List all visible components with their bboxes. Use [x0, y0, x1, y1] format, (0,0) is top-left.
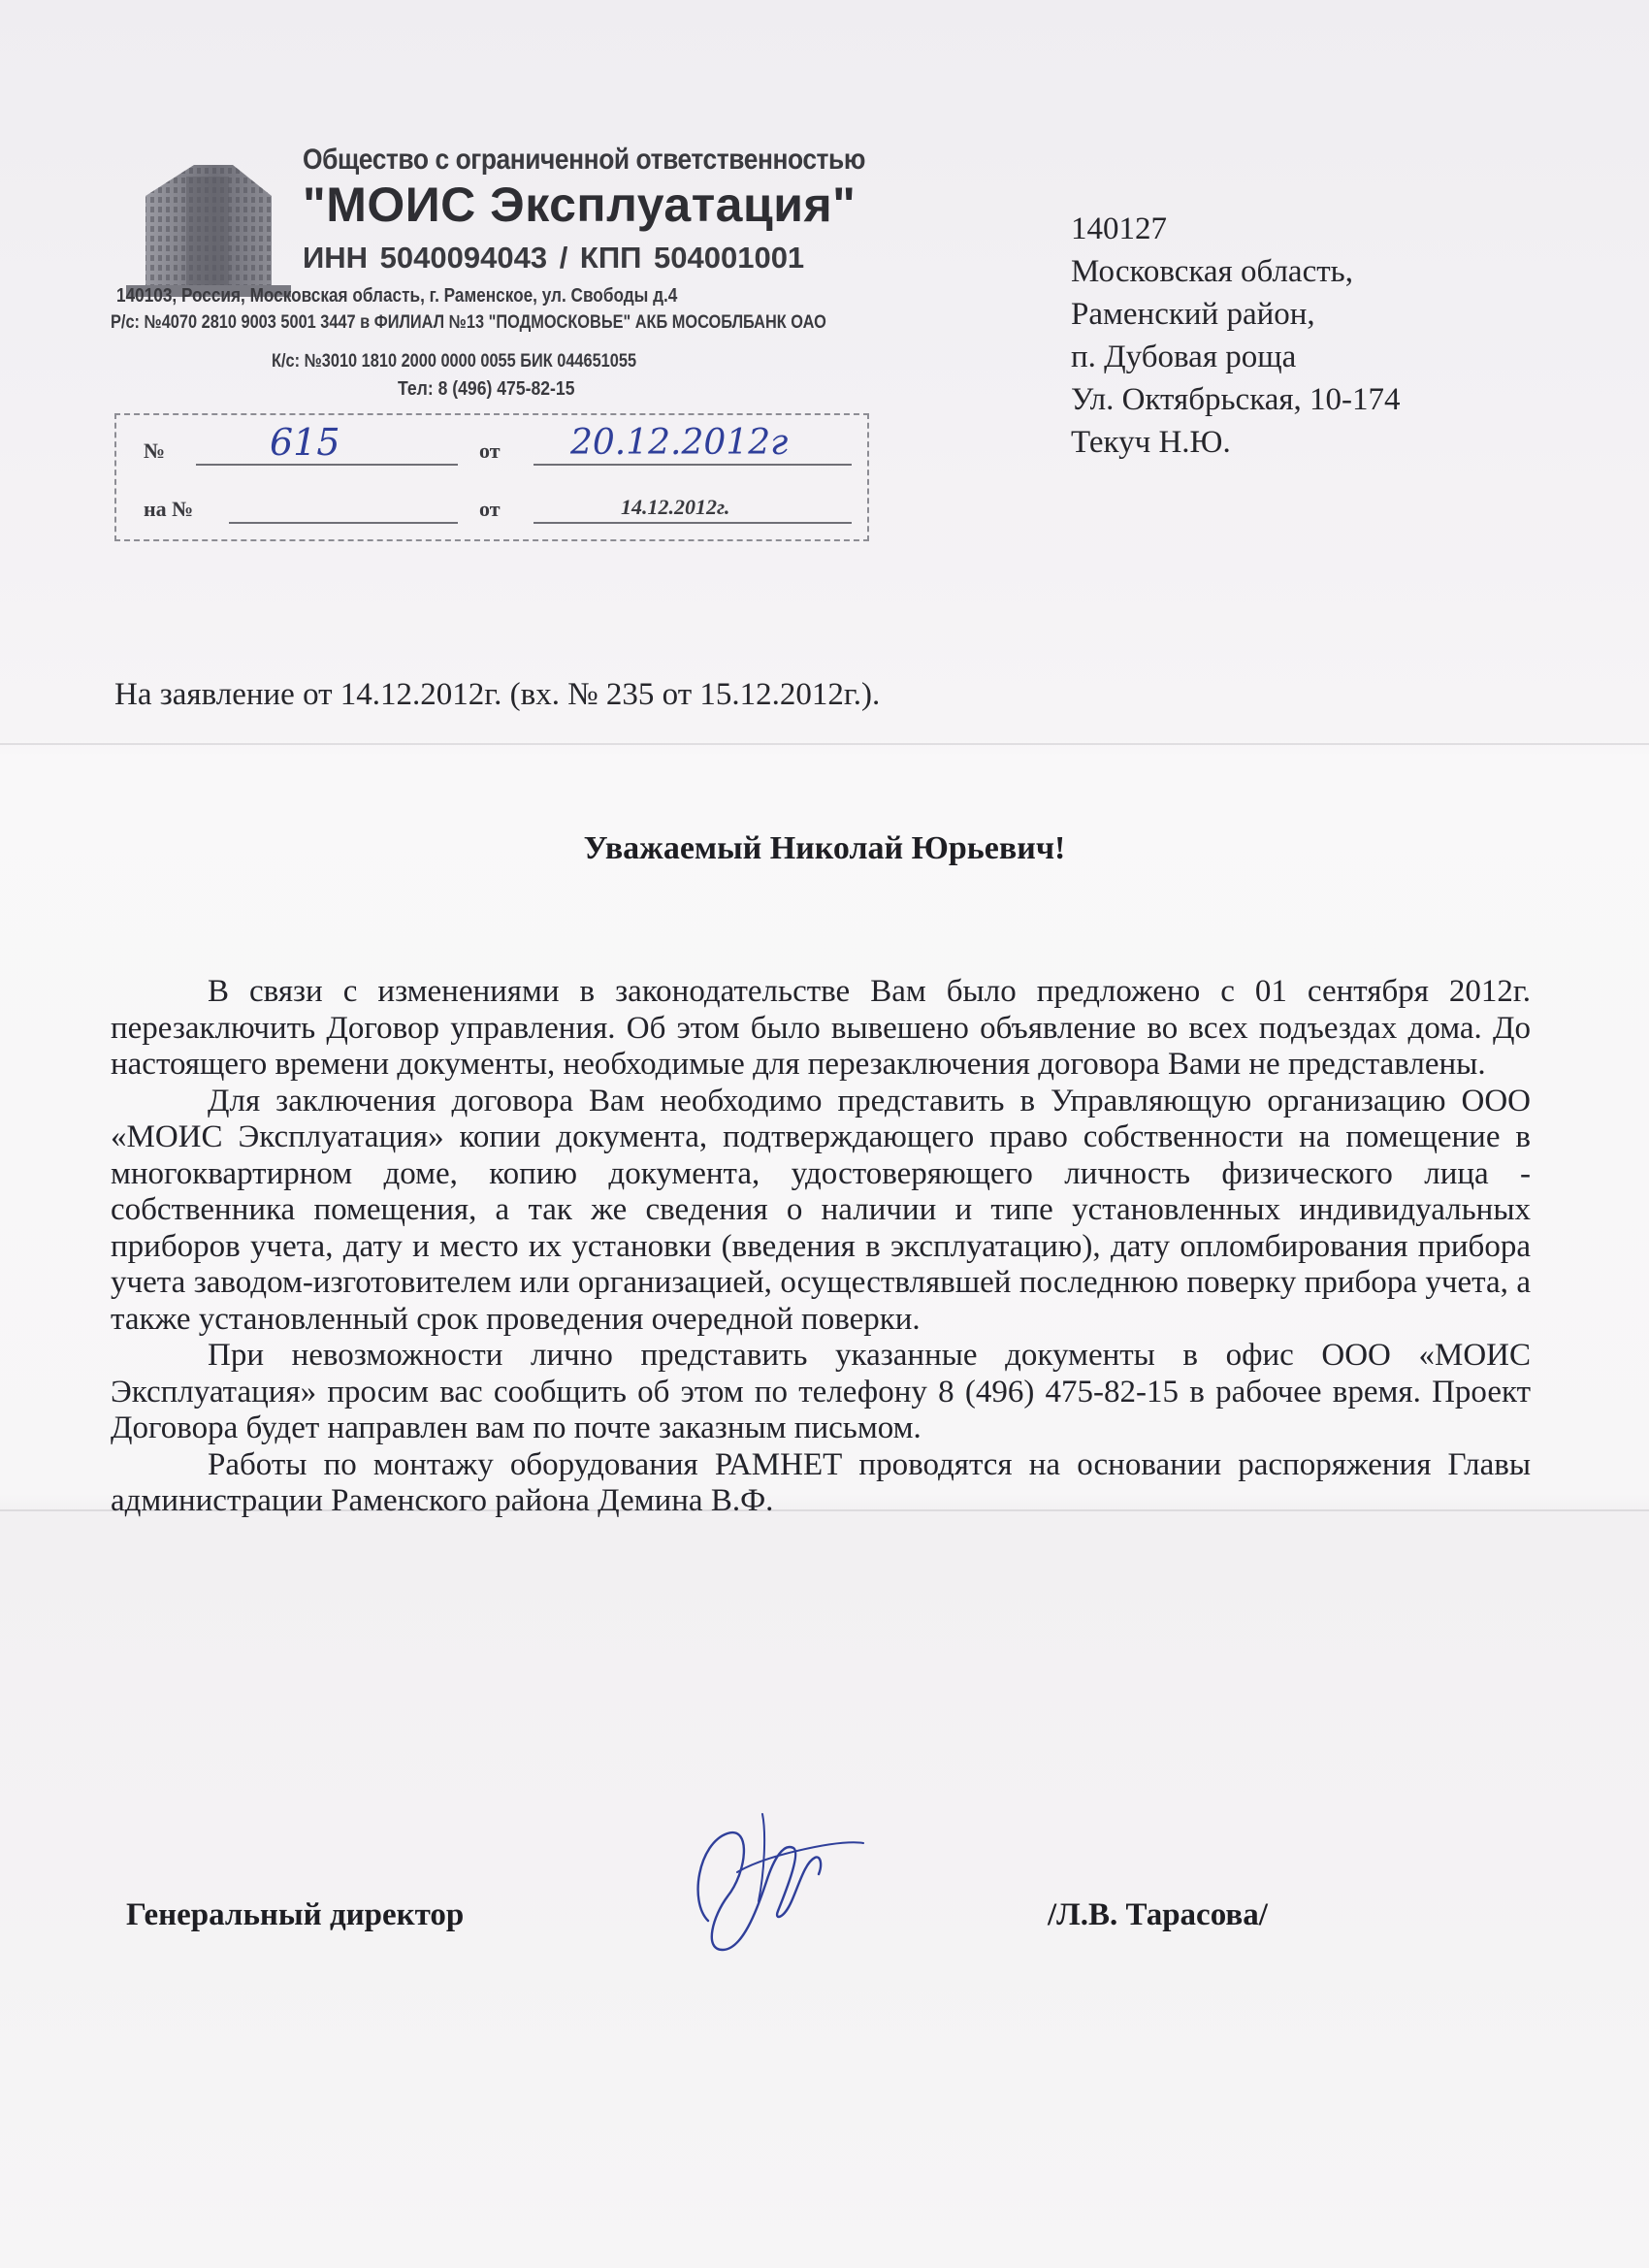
body-paragraph-4: Работы по монтажу оборудования РАМНЕТ проводятся на основании распоряжения Главы администрации Раменского района Демина В.Ф.: [111, 1446, 1531, 1518]
ref-date-line: [534, 522, 852, 524]
recipient-name: Текуч Н.Ю.: [1071, 425, 1231, 460]
body-paragraph-2: Для заключения договора Вам необходимо представить в Управляющую организацию ООО «МОИС Эксплуатация» копии документа, подтверждающего право собственности на помещение в многоквартирном доме, копию документа, удостоверяющего личность физического лица - собственника помещения, а так же сведения о наличии и типе установленных индивидуальных приборов учета, дату и место их установки (введения в эксплуатацию), дату опломбирования прибора учета заводом-изготовителем или организацией, осуществлявшей последнюю поверку прибора учета, а также установленный срок проведения очередной поверки.: [111, 1083, 1531, 1337]
inn-kpp: ИНН 5040094043 / КПП 504001001: [303, 241, 805, 275]
number-label: №: [144, 438, 166, 463]
ref-date-value: 14.12.2012г.: [621, 495, 730, 519]
ref-date-label: от: [479, 497, 501, 521]
recipient-settlement: п. Дубовая роща: [1071, 340, 1297, 374]
org-address: 140103, Россия, Московская область, г. Раменское, ул. Свободы д.4: [116, 285, 678, 307]
recipient-street: Ул. Октябрьская, 10-174: [1071, 382, 1401, 417]
reference-line: На заявление от 14.12.2012г. (вх. № 235 от 15.12.2012г.).: [114, 677, 881, 712]
ref-number-label: на №: [144, 497, 194, 521]
building-logo-icon: [126, 157, 291, 303]
salutation: Уважаемый Николай Юрьевич!: [583, 830, 1066, 866]
bank-account: Р/с: №4070 2810 9003 5001 3447 в ФИЛИАЛ №13 "ПОДМОСКОВЬЕ" АКБ МОСОБЛБАНК ОАО: [111, 312, 826, 333]
recipient-region: Московская область,: [1071, 254, 1353, 289]
letterhead: [111, 136, 883, 417]
number-line: [196, 464, 458, 466]
signatory-title: Генеральный директор: [126, 1897, 465, 1932]
org-type: Общество с ограниченной ответственностью: [303, 144, 865, 176]
number-value: 615: [270, 421, 340, 464]
date-value: 20.12.2012г: [570, 423, 789, 463]
registration-box: [114, 413, 869, 541]
recipient-district: Раменский район,: [1071, 297, 1315, 332]
fold-line-top: [0, 743, 1649, 745]
body-paragraph-1: В связи с изменениями в законодательстве Вам было предложено с 01 сентября 2012г. перезаключить Договор управления. Об этом было вывешено объявление во всех подъездах дома. До настоящего времени документы, необходимые для перезаключения договора Вами не представлены.: [111, 974, 1531, 1082]
recipient-address: [1071, 208, 1575, 464]
date-label: от: [479, 438, 501, 463]
signatory-name: /Л.В. Тарасова/: [1048, 1897, 1268, 1932]
corr-account: К/с: №3010 1810 2000 0000 0055 БИК 044651055: [272, 351, 637, 372]
date-line: [534, 464, 852, 466]
org-phone: Тел: 8 (496) 475-82-15: [398, 378, 575, 400]
body-paragraph-3: При невозможности лично представить указанные документы в офис ООО «МОИС Эксплуатация» просим вас сообщить об этом по телефону 8 (496) 475-82-15 в рабочее время. Проект Договора будет направлен вам по почте заказным письмом.: [111, 1338, 1531, 1445]
letter-body: [111, 974, 1531, 1520]
org-name: "МОИС Эксплуатация": [303, 178, 857, 232]
handwritten-signature-icon: [669, 1804, 883, 1969]
ref-number-line: [229, 522, 458, 524]
recipient-postcode: 140127: [1071, 211, 1167, 246]
